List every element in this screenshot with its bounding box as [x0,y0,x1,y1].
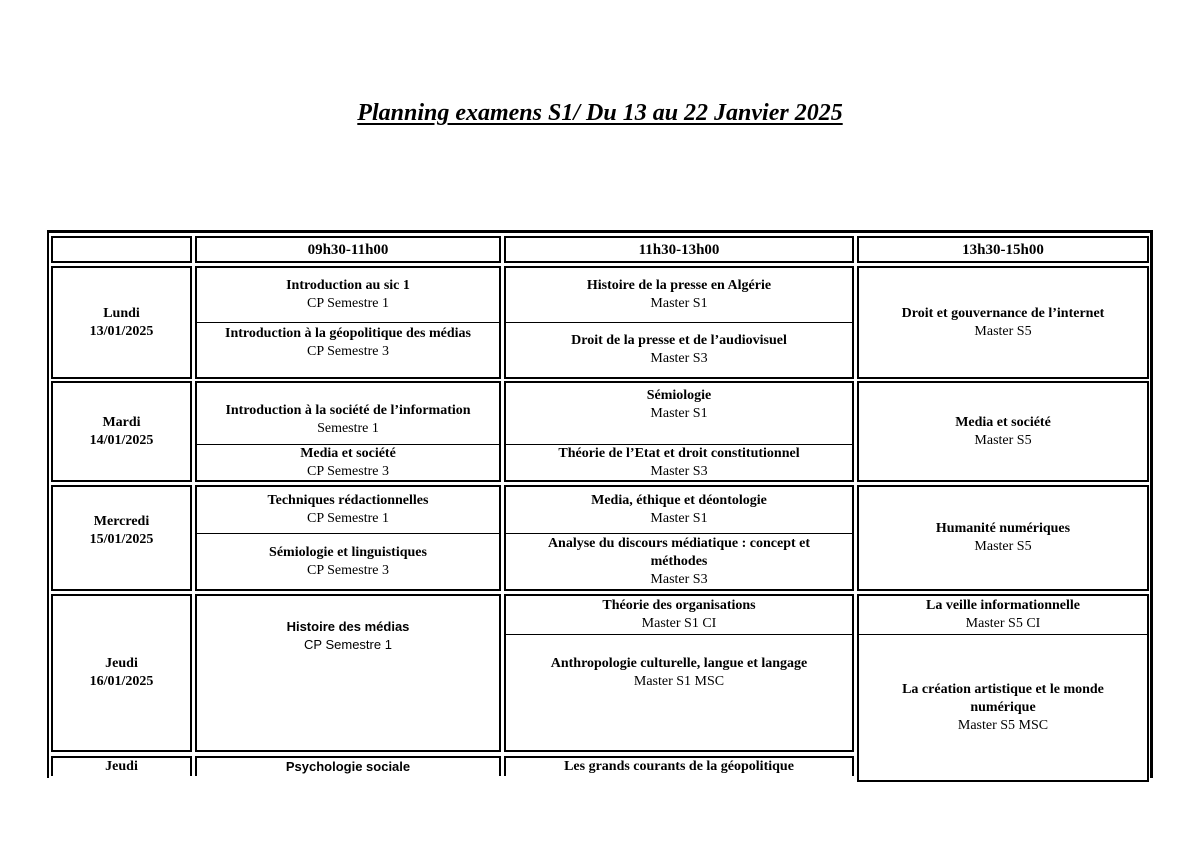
page-title: Planning examens S1/ Du 13 au 22 Janvier 2025 [357,100,843,126]
day-date: 15/01/2025 [89,532,154,547]
exam-entry [506,487,852,533]
exam-cell-jeudi2-slot2 [504,756,854,776]
group-name: Master S1 [650,296,708,311]
exam-entry [506,268,852,322]
subject-name: Introduction à la géopolitique des médias [225,326,471,341]
exam-entry [506,383,852,444]
group-name: CP Semestre 3 [307,464,389,479]
day-cell-jeudi-2 [51,756,192,776]
day-cell-jeudi [51,594,192,752]
day-cell-mardi [51,381,192,482]
day-cell-mercredi [51,485,192,591]
exam-cell-jeudi-slot3 [857,594,1149,782]
exam-cell-mercredi-slot2 [504,485,854,591]
subject-name: Les grands courants de la géopolitique [564,759,794,774]
subject-name: Techniques rédactionnelles [267,493,429,508]
subject-name-line-1: La création artistique et le monde [902,681,1104,697]
group-name: Master S1 [650,511,708,526]
exam-cell-mardi-slot1 [195,381,501,482]
exam-cell-jeudi-slot2 [504,594,854,752]
exam-cell-jeudi2-slot1 [195,756,501,776]
day-name: Mercredi [93,514,150,529]
exam-entry [506,635,852,750]
subject-name: Humanité numériques [935,521,1071,536]
day-date: 14/01/2025 [89,432,154,448]
header-slot-3: 13h30-15h00 [857,236,1149,263]
subject-name: Sémiologie [646,388,712,403]
day-name: Jeudi [105,759,138,774]
group-name: Master S5 [974,323,1032,339]
exam-cell-mercredi-slot3 [857,485,1149,591]
day-cell-lundi [51,266,192,379]
subject-name-line-2: méthodes [650,553,708,569]
day-name: Lundi [103,305,140,321]
group-name: CP Semestre 1 [307,511,389,526]
group-name: Semestre 1 [317,420,379,436]
subject-name: Introduction à la société de l’information [225,402,471,418]
exam-cell-lundi-slot3 [857,266,1149,379]
exam-entry [197,383,499,444]
header-slot-1: 09h30-11h00 [195,236,501,263]
group-name: Master S5 [974,432,1032,448]
exam-cell-jeudi-slot1 [195,594,501,752]
subject-name-line-1: Analyse du discours médiatique : concept et [547,535,811,551]
subject-name: Théorie de l’Etat et droit constitutionnel [558,446,800,461]
subject-name: Introduction au sic 1 [286,278,410,293]
subject-name-line-2: numérique [970,699,1036,715]
exam-entry [506,323,852,377]
group-name: CP Semestre 1 [307,296,389,311]
exam-entry [506,445,852,481]
subject-name: Droit et gouvernance de l’internet [901,305,1105,321]
subject-name: Théorie des organisations [602,598,756,613]
exam-cell-lundi-slot1 [195,266,501,379]
day-name: Mardi [102,414,141,430]
day-date: 13/01/2025 [89,323,154,339]
subject-name: Media, éthique et déontologie [591,493,767,508]
exam-entry [506,534,852,589]
group-name: Master S3 [650,571,708,587]
group-name: CP Semestre 1 [304,637,392,652]
subject-name: Anthropologie culturelle, langue et langage [550,656,808,671]
group-name: CP Semestre 3 [307,344,389,359]
subject-name: Psychologie sociale [285,759,411,774]
subject-name: Media et société [955,414,1051,430]
subject-name: Droit de la presse et de l’audiovisuel [571,333,787,348]
exam-cell-mardi-slot3 [857,381,1149,482]
header-slot-2: 11h30-13h00 [504,236,854,263]
exam-entry [197,445,499,481]
group-name: Master S3 [650,351,708,366]
group-name: Master S5 [974,539,1032,554]
exam-entry [859,596,1147,634]
subject-name: Sémiologie et linguistiques [269,544,427,560]
group-name: Master S3 [650,464,708,479]
exam-cell-lundi-slot2 [504,266,854,379]
header-empty-cell [51,236,192,263]
exam-entry [197,534,499,589]
group-name: CP Semestre 3 [307,562,389,578]
exam-cell-mardi-slot2 [504,381,854,482]
group-name: Master S1 CI [641,616,717,631]
exam-cell-mercredi-slot1 [195,485,501,591]
subject-name: Histoire des médias [286,619,410,634]
subject-name: Histoire de la presse en Algérie [586,278,772,293]
group-name: Master S5 MSC [957,717,1049,733]
exam-entry [506,596,852,634]
group-name: Master S5 CI [965,616,1041,631]
exam-entry [197,487,499,533]
exam-entry [197,323,499,363]
group-name: Master S1 [650,406,708,421]
day-name: Jeudi [105,656,138,671]
exam-entry [197,268,499,322]
day-date: 16/01/2025 [89,674,154,689]
exam-entry [859,635,1147,780]
subject-name: Media et société [300,446,396,461]
subject-name: La veille informationnelle [926,598,1080,613]
group-name: Master S1 MSC [633,674,725,689]
